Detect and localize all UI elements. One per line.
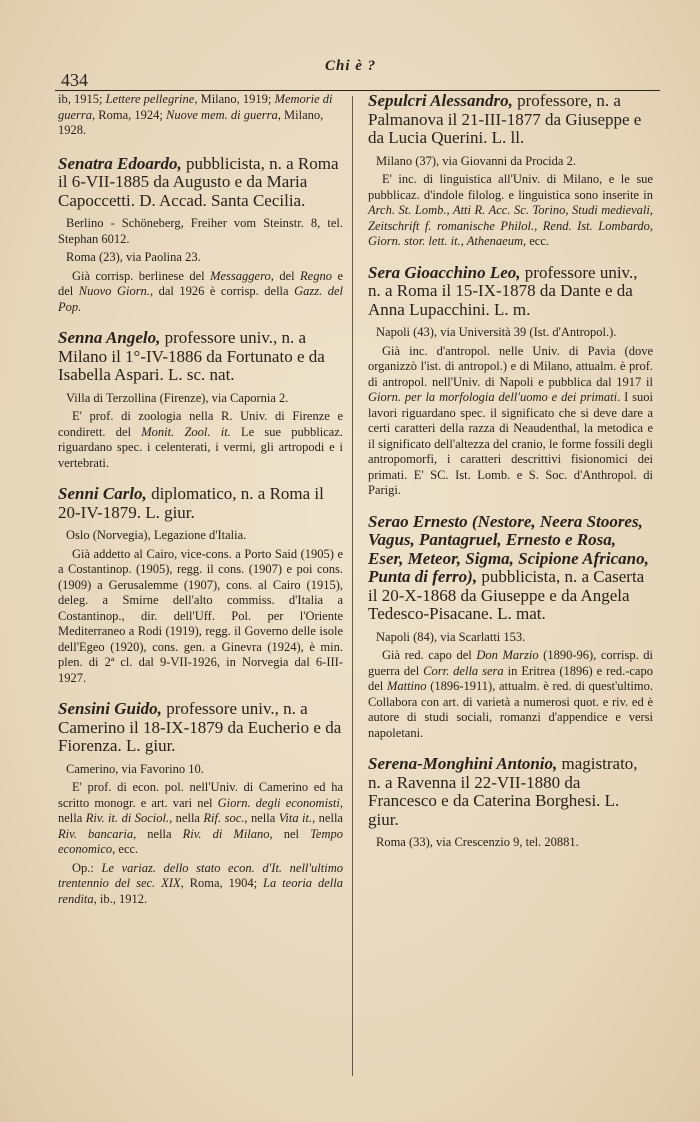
text-run: e del	[58, 268, 343, 298]
entry-summary: professore univ., n. a Camerino il 18-IX-1879 da Eucherio e da Fiorenza. L. giur.	[58, 699, 342, 755]
right-column	[368, 92, 653, 865]
entry-sera	[368, 264, 653, 499]
title-run: Don Marzio	[476, 648, 539, 662]
entry-serena	[368, 755, 653, 851]
entry-address: Oslo (Norvegia), Legazione d'Italia.	[66, 528, 247, 542]
entry-senatra	[58, 155, 343, 316]
entry-name: Senatra Edoardo,	[58, 153, 182, 173]
text-run: , del	[270, 268, 301, 283]
text-run: , Milano, 1928.	[58, 107, 324, 137]
entry-name: Sera Gioacchino Leo,	[368, 262, 521, 282]
entry-heading	[368, 513, 653, 624]
text-run: Già corrisp. berlinese del	[72, 268, 211, 283]
title-run: Riv. di Milano	[182, 826, 270, 841]
text-run: Già inc. d'antropol. nelle Univ. di Pavia (dove organizzò l'ist. di antropol.) e di Milano, attualm. è prof. di antropol. nell'Univ. di Napoli e pubblica dal 1917 il	[368, 343, 653, 389]
entry-summary: magistrato, n. a Ravenna il 22-VII-1880 da Francesco e da Caterina Borghesi. L. giur.	[368, 754, 638, 829]
text-run: , Roma, 1904;	[180, 876, 264, 890]
title-run: Nuovo Giorn.	[78, 284, 150, 298]
entry-body	[58, 780, 343, 858]
title-run: Memorie di guerra	[58, 92, 333, 122]
entry-heading	[58, 155, 343, 211]
running-head: Chi è ?	[325, 58, 377, 74]
entry-summary: pubblicista, n. a Caserta il 20-X-1868 da Giuseppe e da Angela Tedesco-Pisacane. L. mat.	[368, 567, 645, 623]
title-run: Rif. soc.	[203, 811, 245, 825]
text-run: ib, 1915;	[58, 92, 106, 106]
text-run: , Milano, 1919;	[194, 92, 275, 106]
entry-heading	[368, 264, 653, 320]
title-run: Messaggero	[210, 268, 271, 283]
entry-address: Camerino, via Favorino 10.	[66, 761, 204, 776]
title-run: La teoria della rendita	[58, 876, 343, 906]
entry-body: Già addetto al Cairo, vice-cons. a Porto Said (1905) e a Costantinop. (1905), regg. il cons. (1907) e poi cons. (1909) a Gerusalemme (1907), cons. al Cairo (1915), deleg. a Smirne dell'alto commiss. d'Italia a Costantinop., dir. dell'Uff. Pol. per l'Oriente Mediterraneo a Rodi (1919), regg. il Governo delle isole dell'Egeo (1920), cons. gen. a Ginevra (1924), è min. plen. di 2ª cl. dal 9-VII-1926, in Norvegia dal 6-III-1927.	[58, 546, 343, 685]
text-run: , nella	[133, 826, 183, 841]
text-run: , nella	[244, 811, 279, 825]
entry-name: Serena-Monghini Antonio,	[368, 754, 558, 773]
title-run: Corr. della sera	[423, 663, 504, 678]
entry-aliases: (Nestore, Neera Stoores, Vagus, Pantagruel, Ernesto e Rosa, Eser, Meteor, Sigma, Scipione Africano, Punta di ferro),	[368, 511, 649, 586]
continuation-text	[58, 92, 343, 139]
entry-heading	[58, 329, 343, 385]
entry-heading	[368, 92, 653, 148]
text-run: , ib., 1912.	[93, 891, 148, 906]
title-run: Arch. St. Lomb., Atti R. Acc. Sc. Torino, Studi medievali, Zeitschrift f. romanische Philol., Rend. Ist. Lombardo, Giorn. stor. lett. it., Athenaeum	[368, 203, 653, 248]
entry-body	[368, 172, 653, 250]
entry-name: Sensini Guido,	[58, 699, 162, 718]
entry-address: Napoli (84), via Scarlatti 153.	[376, 629, 526, 644]
page-header	[55, 56, 660, 91]
entry-body	[58, 409, 343, 471]
entry-serao	[368, 513, 653, 742]
title-run: Nuove mem. di guerra	[166, 107, 278, 122]
title-run: Giorn. degli economisti	[217, 795, 340, 810]
entry-sepulcri	[368, 92, 653, 250]
title-run: Regno	[300, 268, 332, 283]
entry-name: Senna Angelo,	[58, 328, 161, 347]
text-run: Già red. capo del	[382, 648, 477, 662]
entry-address: Berlino - Schöneberg, Freiher vom Steinstr. 8, tel. Stephan 6012.	[58, 216, 343, 246]
entry-address: Milano (37), via Giovanni da Procida 2.	[376, 153, 576, 168]
entry-summary: professore, n. a Palmanova il 21-III-1877 da Giuseppe e da Lucia Querini. L. ll.	[368, 91, 642, 147]
entry-summary: diplomatico, n. a Roma il 20-IV-1879. L. giur.	[58, 484, 324, 522]
entry-heading	[58, 700, 343, 756]
entry-heading	[368, 755, 653, 829]
entry-summary: professore univ., n. a Roma il 15-IX-1878 da Dante e da Anna Lupacchini. L. m.	[368, 262, 638, 319]
text-run: E' prof. di zoologia nella R. Univ. di Firenze e condirett. del	[58, 409, 343, 439]
title-run: Tempo economico	[58, 826, 343, 856]
title-run: Vita it.	[278, 811, 313, 825]
entry-address: Villa di Terzollina (Firenze), via Capornia 2.	[66, 390, 289, 405]
title-run: Giorn. per la morfologia dell'uomo e dei primati	[368, 390, 618, 404]
entry-body	[368, 648, 653, 741]
title-run: Le variaz. dello stato econ. d'It. nell'ultimo trentennio del sec. XIX	[58, 860, 344, 890]
entry-name: Serao Ernesto	[368, 511, 468, 531]
entry-summary: pubblicista, n. a Roma il 6-VII-1885 da Augusto e da Maria Capoccetti. D. Accad. Santa Cecilia.	[58, 153, 339, 210]
entry-summary: professore univ., n. a Milano il 1°-IV-1886 da Fortunato e da Isabella Aspari. L. sc. nat.	[58, 328, 325, 384]
entry-sensini	[58, 700, 343, 907]
entry-body	[58, 269, 343, 316]
text-run: , nel	[269, 826, 311, 841]
title-run: Riv. it. di Sociol.	[85, 811, 170, 825]
title-run: Riv. bancaria	[58, 826, 134, 841]
text-run: , Roma, 1924;	[92, 107, 166, 122]
entry-name: Senni Carlo,	[58, 484, 147, 503]
page-number: 434	[61, 70, 88, 90]
text-run: , nella	[58, 795, 343, 825]
entry-address: Napoli (43), via Università 39 (Ist. d'Antropol.).	[376, 325, 617, 339]
entry-name: Sepulcri Alessandro,	[368, 91, 513, 110]
text-run: . I suoi lavori riguardano spec. il significato che si deve dare a certi caratteri della razza di Neaudenthal, la metodica e il significato dell'altezza del cranio, le forme fossili degli antropomorfi, i caratteri descrittivi fisionomici dei primati. E' SC. Ist. Lomb. e S. Soc. d'Anthropol. di Parigi.	[368, 390, 654, 497]
entry-works	[58, 861, 343, 908]
column-divider	[352, 96, 353, 1076]
text-run: Le sue pubblicaz. riguardano spec. i celenterati, i vermi, gli artropodi e i vertebrati.	[58, 424, 344, 470]
title-run: Monit. Zool. it.	[141, 424, 231, 439]
entry-address: Roma (33), via Crescenzio 9, tel. 20881.	[376, 835, 579, 849]
text-run: E' prof. di econ. pol. nell'Univ. di Camerino ed ha scritto monogr. e art. vari nel	[58, 780, 343, 810]
text-run: , ecc.	[112, 842, 139, 856]
entry-heading	[58, 485, 343, 522]
title-run: Lettere pellegrine	[105, 92, 195, 106]
entry-senni	[58, 485, 343, 686]
entry-body	[368, 344, 653, 499]
text-run: E' inc. di linguistica all'Univ. di Milano, e le sue pubblicaz. d'indole filolog. e linguistica sono inserite in	[368, 172, 653, 202]
text-run: , nella	[169, 811, 204, 825]
text-run: , nella	[312, 811, 343, 825]
entry-address: Roma (23), via Paolina 23.	[66, 250, 201, 264]
works-label: Op.:	[72, 860, 102, 875]
text-run: , dal 1926 è corrisp. della	[149, 284, 295, 298]
entry-senna	[58, 329, 343, 471]
title-run: Gazz. del Pop.	[58, 284, 344, 314]
text-run: (1896-1911), attualm. è red. di quest'ultimo. Collabora con art. di varietà a numerosi quot. e riv. ed è autore di studi sociali, romanzi d'appendice e versi napoletani.	[368, 679, 653, 740]
text-run: , ecc.	[522, 234, 550, 248]
text-run: in Eritrea (1896) e red.-capo del	[368, 663, 653, 693]
title-run: Mattino	[386, 679, 427, 693]
left-column	[58, 92, 343, 921]
text-run: (1890-96), corrisp. di guerra del	[368, 648, 653, 678]
